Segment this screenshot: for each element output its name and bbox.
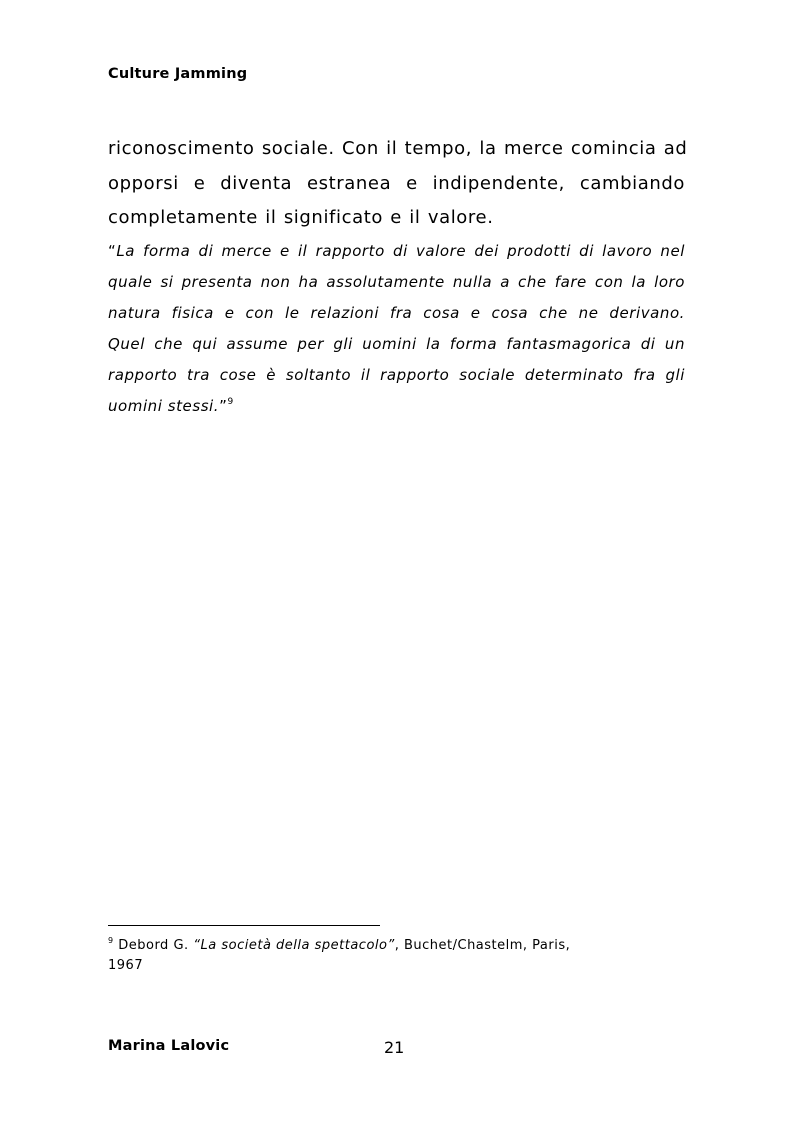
quote-close-mark: ”	[219, 397, 228, 415]
quote-text: Quel che qui assume per gli uomini la forma fantasmagorica di un	[108, 335, 685, 353]
quote-line	[108, 298, 685, 329]
footnote-number: 9	[108, 936, 114, 945]
footnote-publisher: , Buchet/Chastelm, Paris,	[394, 938, 571, 953]
quote-text: rapporto tra cose è soltanto il rapporto sociale determinato fra gli	[108, 366, 685, 384]
footnote	[108, 936, 668, 976]
quote-line	[108, 236, 685, 267]
body-paragraph	[108, 132, 688, 236]
quote-line	[108, 329, 685, 360]
body-line: riconoscimento sociale. Con il tempo, la merce comincia ad	[108, 138, 688, 159]
quote-line	[108, 360, 685, 391]
footnote-author: Debord G.	[113, 938, 194, 953]
footnote-reference[interactable]: 9	[227, 397, 234, 407]
footnote-year: 1967	[108, 958, 144, 973]
block-quote	[108, 236, 685, 422]
quote-text: quale si presenta non ha assolutamente nulla a che fare con la loro	[108, 273, 685, 291]
quote-line	[108, 391, 685, 422]
page-number: 21	[384, 1038, 405, 1057]
body-line: opporsi e diventa estranea e indipendente, cambiando	[108, 172, 685, 194]
quote-line	[108, 267, 685, 298]
footnote-separator	[108, 925, 380, 926]
quote-text: uomini stessi.	[108, 397, 220, 415]
quote-text: natura fisica e con le relazioni fra cosa e cosa che ne derivano.	[108, 304, 685, 322]
quote-text: La forma di merce e il rapporto di valore dei prodotti di lavoro nel	[116, 242, 685, 260]
footnote-title: “La società della spettacolo”	[193, 938, 395, 953]
quote-open-mark: “	[108, 242, 117, 260]
body-line: completamente il significato e il valore.	[108, 207, 494, 228]
running-header: Culture Jamming	[108, 66, 248, 82]
footer-author: Marina Lalovic	[108, 1038, 230, 1054]
